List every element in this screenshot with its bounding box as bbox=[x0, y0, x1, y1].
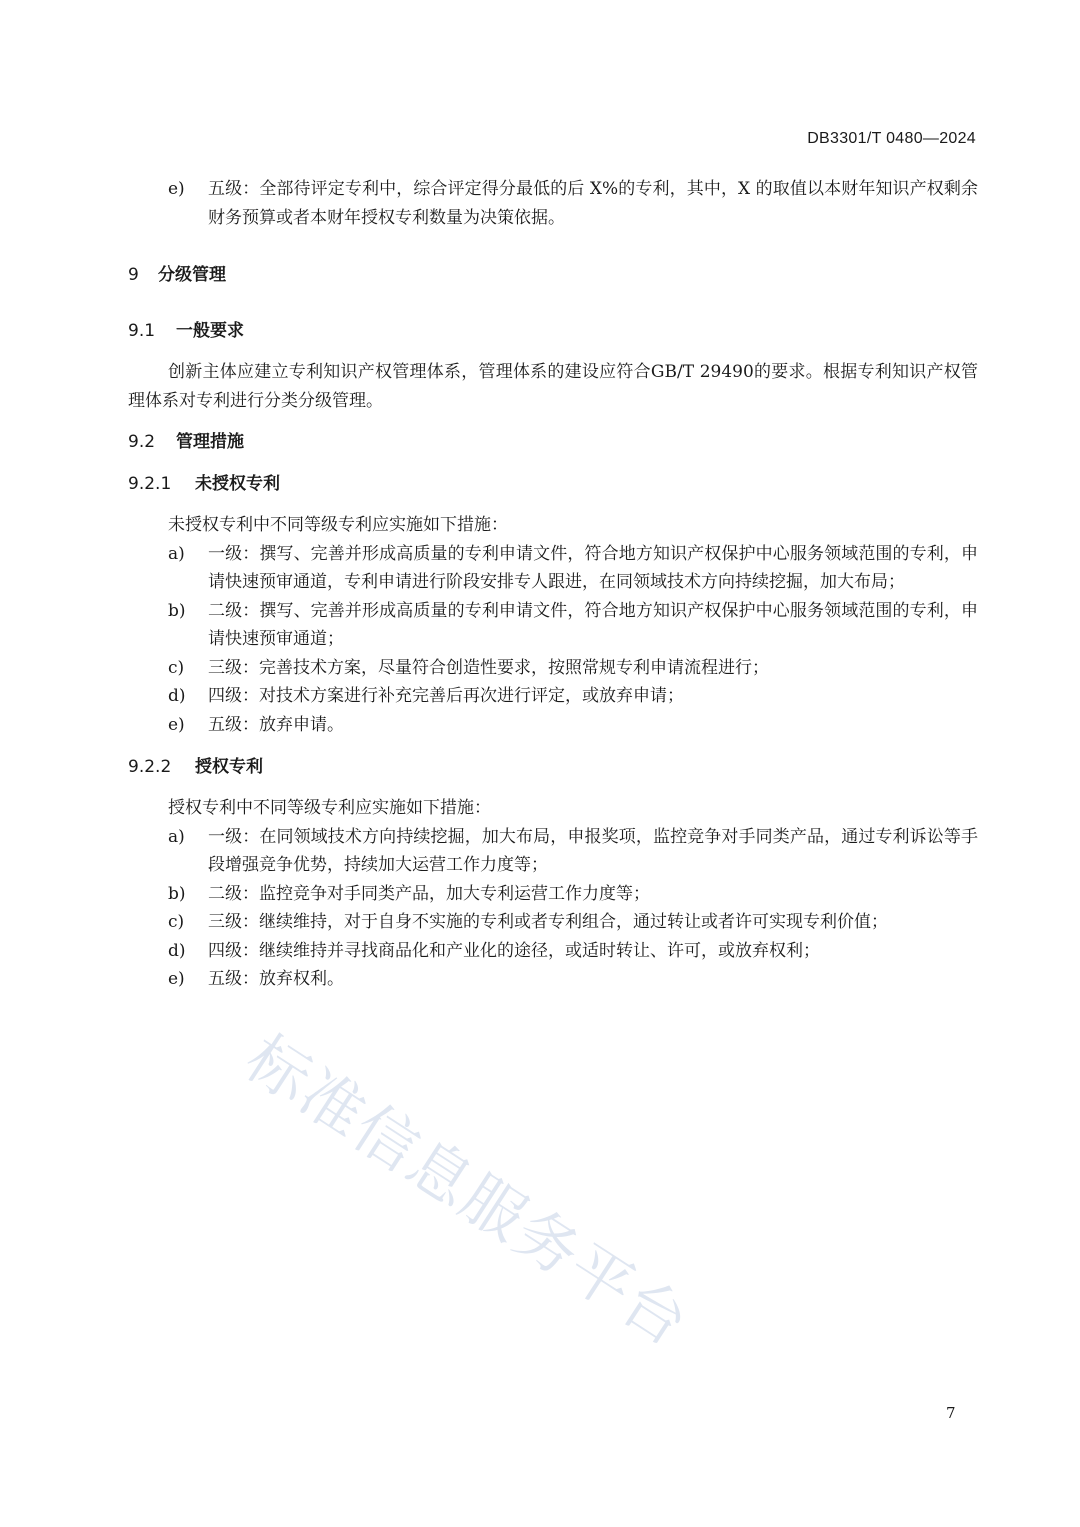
list-item-text: 四级：继续维持并寻找商品化和产业化的途径，或适时转让、许可，或放弃权利； bbox=[208, 940, 820, 961]
list-item-label: b) bbox=[168, 600, 186, 621]
section-heading-9-2-1 bbox=[128, 470, 978, 498]
section-number: 9 bbox=[128, 265, 139, 285]
list-item bbox=[128, 175, 978, 232]
list-item-text: 五级：放弃权利。 bbox=[208, 969, 344, 989]
list-item-text: 二级：监控竞争对手同类产品，加大专利运营工作力度等； bbox=[208, 883, 650, 904]
list-item-label: b) bbox=[168, 883, 186, 904]
section-number: 9.2.1 bbox=[128, 474, 172, 494]
list-item-label: d) bbox=[168, 940, 186, 961]
section-title: 未授权专利 bbox=[195, 474, 280, 494]
section-heading-9 bbox=[128, 261, 978, 289]
list-item bbox=[128, 823, 978, 880]
list-item-text: 一级：撰写、完善并形成高质量的专利申请文件，符合地方知识产权保护中心服务领域范围的专利，申请快速预审通道，专利申请进行阶段安排专人跟进，在同领域技术方向持续挖掘，加大布局； bbox=[208, 543, 978, 592]
list-item-label: a) bbox=[168, 826, 185, 847]
section-heading-9-2-2 bbox=[128, 753, 978, 781]
section-title: 管理措施 bbox=[176, 432, 244, 452]
list-item bbox=[128, 711, 978, 740]
list-item-text: 二级：撰写、完善并形成高质量的专利申请文件，符合地方知识产权保护中心服务领域范围的专利，申请快速预审通道； bbox=[208, 600, 978, 649]
list-item-label: a) bbox=[168, 543, 185, 564]
section-heading-9-1 bbox=[128, 317, 978, 345]
list-item-text: 五级：放弃申请。 bbox=[208, 714, 344, 735]
section-title: 分级管理 bbox=[158, 265, 226, 285]
list-item bbox=[128, 654, 978, 683]
section-number: 9.2.2 bbox=[128, 757, 172, 777]
list-item bbox=[128, 965, 978, 994]
list-item-label: e) bbox=[168, 969, 185, 989]
paragraph: 未授权专利中不同等级专利应实施如下措施： bbox=[168, 515, 508, 535]
section-title: 一般要求 bbox=[176, 321, 244, 341]
list-item bbox=[128, 937, 978, 966]
document-content bbox=[128, 175, 978, 994]
section-heading-9-2 bbox=[128, 428, 978, 456]
document-code: DB3301/T 0480—2024 bbox=[807, 130, 976, 147]
section-title: 授权专利 bbox=[195, 757, 263, 777]
list-item bbox=[128, 540, 978, 597]
list-item bbox=[128, 682, 978, 711]
list-item bbox=[128, 597, 978, 654]
paragraph: 创新主体应建立专利知识产权管理体系，管理体系的建设应符合GB/T 29490的要求。根据专利知识产权管理体系对专利进行分类分级管理。 bbox=[128, 362, 978, 411]
page-number: 7 bbox=[946, 1404, 956, 1422]
list-item-text: 一级：在同领域技术方向持续挖掘，加大布局，申报奖项，监控竞争对手同类产品，通过专利诉讼等手段增强竞争优势，持续加大运营工作力度等； bbox=[208, 826, 978, 875]
watermark: 标准信息服务平台 bbox=[233, 1020, 703, 1361]
list-item-label: d) bbox=[168, 686, 186, 706]
list-item bbox=[128, 880, 978, 909]
list-item-label: c) bbox=[168, 657, 185, 678]
list-item bbox=[128, 908, 978, 937]
paragraph: 授权专利中不同等级专利应实施如下措施： bbox=[168, 798, 491, 818]
list-item-text: 四级：对技术方案进行补充完善后再次进行评定，或放弃申请； bbox=[208, 686, 684, 706]
section-number: 9.2 bbox=[128, 432, 156, 452]
list-item-label: e) bbox=[168, 179, 185, 199]
list-item-label: e) bbox=[168, 714, 185, 735]
section-number: 9.1 bbox=[128, 321, 156, 341]
list-item-label: c) bbox=[168, 912, 185, 932]
list-item-text: 三级：继续维持，对于自身不实施的专利或者专利组合，通过转让或者许可实现专利价值； bbox=[208, 912, 888, 932]
list-item-text: 五级：全部待评定专利中，综合评定得分最低的后 X%的专利，其中，X 的取值以本财年知识产权剩余财务预算或者本财年授权专利数量为决策依据。 bbox=[208, 179, 978, 228]
list-item-text: 三级：完善技术方案，尽量符合创造性要求，按照常规专利申请流程进行； bbox=[208, 657, 769, 678]
